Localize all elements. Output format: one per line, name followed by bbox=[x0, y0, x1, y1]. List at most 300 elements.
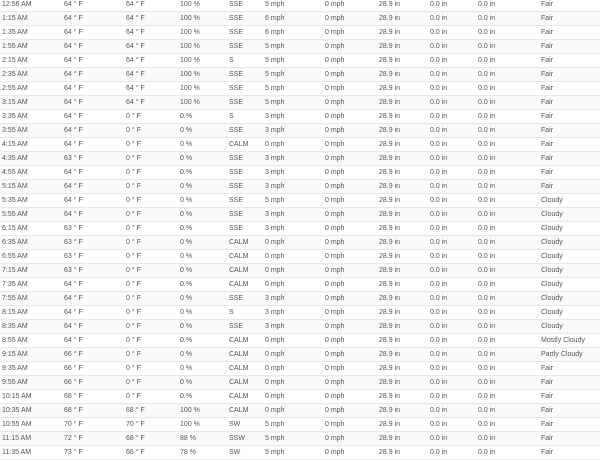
pressure-cell: 28.9 in bbox=[379, 225, 401, 232]
condition-cell: Fair bbox=[541, 15, 554, 22]
time-cell: 1:35 AM bbox=[2, 29, 28, 36]
temperature-cell: 64 ° F bbox=[64, 281, 83, 288]
wind-direction-cell: CALM bbox=[229, 141, 249, 148]
wind-direction-cell: SSE bbox=[229, 295, 244, 302]
humidity-cell: 0 % bbox=[180, 169, 193, 176]
wind-gust-cell: 0 mph bbox=[325, 113, 345, 120]
wind-speed-cell: 0 mph bbox=[265, 379, 285, 386]
temperature-cell: 64 ° F bbox=[64, 141, 83, 148]
precip-accum-cell: 0.0 in bbox=[478, 323, 496, 330]
precip-accum-cell: 0.0 in bbox=[478, 365, 496, 372]
precip-cell: 0.0 in bbox=[430, 365, 448, 372]
table-row bbox=[0, 96, 600, 110]
wind-gust-cell: 0 mph bbox=[325, 99, 345, 106]
condition-cell: Fair bbox=[541, 113, 554, 120]
wind-direction-cell: SSE bbox=[229, 169, 244, 176]
precip-cell: 0.0 in bbox=[430, 281, 448, 288]
dew-point-cell: 64 ° F bbox=[126, 43, 145, 50]
humidity-cell: 100 % bbox=[180, 1, 200, 8]
wind-speed-cell: 3 mph bbox=[265, 225, 285, 232]
wind-gust-cell: 0 mph bbox=[325, 295, 345, 302]
humidity-cell: 100 % bbox=[180, 85, 200, 92]
pressure-cell: 28.9 in bbox=[379, 309, 401, 316]
condition-cell: Fair bbox=[541, 71, 554, 78]
wind-gust-cell: 0 mph bbox=[325, 141, 345, 148]
condition-cell: Fair bbox=[541, 435, 554, 442]
dew-point-cell: 68 ° F bbox=[126, 435, 145, 442]
humidity-cell: 0 % bbox=[180, 183, 193, 190]
time-cell: 11:35 AM bbox=[2, 449, 32, 456]
table-row bbox=[0, 404, 600, 418]
table-row bbox=[0, 208, 600, 222]
temperature-cell: 64 ° F bbox=[64, 99, 83, 106]
pressure-cell: 28.9 in bbox=[379, 169, 401, 176]
precip-accum-cell: 0.0 in bbox=[478, 113, 496, 120]
pressure-cell: 28.9 in bbox=[379, 295, 401, 302]
dew-point-cell: 68 ° F bbox=[126, 407, 145, 414]
precip-cell: 0.0 in bbox=[430, 183, 448, 190]
wind-gust-cell: 0 mph bbox=[325, 435, 345, 442]
wind-direction-cell: S bbox=[229, 57, 234, 64]
pressure-cell: 28.9 in bbox=[379, 379, 401, 386]
table-row bbox=[0, 0, 600, 12]
precip-cell: 0.0 in bbox=[430, 239, 448, 246]
time-cell: 8:55 AM bbox=[2, 337, 28, 344]
dew-point-cell: 0 ° F bbox=[126, 365, 141, 372]
condition-cell: Fair bbox=[541, 99, 554, 106]
precip-cell: 0.0 in bbox=[430, 211, 448, 218]
precip-accum-cell: 0.0 in bbox=[478, 337, 496, 344]
table-row bbox=[0, 334, 600, 348]
wind-speed-cell: 3 mph bbox=[265, 169, 285, 176]
temperature-cell: 66 ° F bbox=[64, 351, 83, 358]
wind-speed-cell: 5 mph bbox=[265, 57, 285, 64]
condition-cell: Fair bbox=[541, 29, 554, 36]
time-cell: 4:55 AM bbox=[2, 169, 28, 176]
dew-point-cell: 0 ° F bbox=[126, 113, 141, 120]
time-cell: 2:15 AM bbox=[2, 57, 28, 64]
wind-gust-cell: 0 mph bbox=[325, 127, 345, 134]
precip-accum-cell: 0.0 in bbox=[478, 393, 496, 400]
wind-gust-cell: 0 mph bbox=[325, 281, 345, 288]
condition-cell: Fair bbox=[541, 85, 554, 92]
precip-cell: 0.0 in bbox=[430, 43, 448, 50]
precip-cell: 0.0 in bbox=[430, 393, 448, 400]
dew-point-cell: 0 ° F bbox=[126, 379, 141, 386]
humidity-cell: 100 % bbox=[180, 71, 200, 78]
table-row bbox=[0, 40, 600, 54]
precip-cell: 0.0 in bbox=[430, 1, 448, 8]
dew-point-cell: 66 ° F bbox=[126, 449, 145, 456]
wind-gust-cell: 0 mph bbox=[325, 253, 345, 260]
table-row bbox=[0, 348, 600, 362]
wind-speed-cell: 0 mph bbox=[265, 393, 285, 400]
precip-accum-cell: 0.0 in bbox=[478, 71, 496, 78]
humidity-cell: 0 % bbox=[180, 239, 193, 246]
precip-cell: 0.0 in bbox=[430, 449, 448, 456]
precip-accum-cell: 0.0 in bbox=[478, 281, 496, 288]
temperature-cell: 63 ° F bbox=[64, 155, 83, 162]
temperature-cell: 64 ° F bbox=[64, 211, 83, 218]
wind-speed-cell: 5 mph bbox=[265, 421, 285, 428]
wind-direction-cell: SSE bbox=[229, 15, 244, 22]
table-row bbox=[0, 432, 600, 446]
precip-cell: 0.0 in bbox=[430, 15, 448, 22]
dew-point-cell: 0 ° F bbox=[126, 211, 141, 218]
condition-cell: Cloudy bbox=[541, 197, 563, 204]
wind-gust-cell: 0 mph bbox=[325, 239, 345, 246]
condition-cell: Fair bbox=[541, 183, 554, 190]
humidity-cell: 100 % bbox=[180, 407, 200, 414]
wind-direction-cell: CALM bbox=[229, 337, 249, 344]
condition-cell: Fair bbox=[541, 365, 554, 372]
condition-cell: Fair bbox=[541, 127, 554, 134]
pressure-cell: 28.9 in bbox=[379, 71, 401, 78]
wind-speed-cell: 3 mph bbox=[265, 113, 285, 120]
wind-direction-cell: SSE bbox=[229, 85, 244, 92]
wind-gust-cell: 0 mph bbox=[325, 15, 345, 22]
wind-speed-cell: 5 mph bbox=[265, 1, 285, 8]
temperature-cell: 64 ° F bbox=[64, 57, 83, 64]
time-cell: 11:15 AM bbox=[2, 435, 32, 442]
condition-cell: Fair bbox=[541, 1, 554, 8]
wind-direction-cell: SSE bbox=[229, 71, 244, 78]
time-cell: 12:56 AM bbox=[2, 1, 32, 8]
temperature-cell: 64 ° F bbox=[64, 29, 83, 36]
condition-cell: Cloudy bbox=[541, 267, 563, 274]
pressure-cell: 28.9 in bbox=[379, 15, 401, 22]
table-row bbox=[0, 278, 600, 292]
time-cell: 10:15 AM bbox=[2, 393, 32, 400]
wind-speed-cell: 0 mph bbox=[265, 141, 285, 148]
precip-accum-cell: 0.0 in bbox=[478, 211, 496, 218]
time-cell: 4:15 AM bbox=[2, 141, 28, 148]
humidity-cell: 0 % bbox=[180, 295, 193, 302]
temperature-cell: 64 ° F bbox=[64, 43, 83, 50]
humidity-cell: 0 % bbox=[180, 211, 193, 218]
condition-cell: Cloudy bbox=[541, 281, 563, 288]
wind-speed-cell: 0 mph bbox=[265, 267, 285, 274]
wind-gust-cell: 0 mph bbox=[325, 267, 345, 274]
time-cell: 3:15 AM bbox=[2, 99, 28, 106]
temperature-cell: 63 ° F bbox=[64, 239, 83, 246]
precip-accum-cell: 0.0 in bbox=[478, 127, 496, 134]
precip-accum-cell: 0.0 in bbox=[478, 407, 496, 414]
dew-point-cell: 0 ° F bbox=[126, 127, 141, 134]
table-row bbox=[0, 12, 600, 26]
precip-cell: 0.0 in bbox=[430, 169, 448, 176]
wind-gust-cell: 0 mph bbox=[325, 85, 345, 92]
temperature-cell: 63 ° F bbox=[64, 267, 83, 274]
table-row bbox=[0, 54, 600, 68]
dew-point-cell: 64 ° F bbox=[126, 57, 145, 64]
condition-cell: Cloudy bbox=[541, 309, 563, 316]
dew-point-cell: 0 ° F bbox=[126, 155, 141, 162]
precip-cell: 0.0 in bbox=[430, 379, 448, 386]
table-row bbox=[0, 446, 600, 460]
time-cell: 6:15 AM bbox=[2, 225, 28, 232]
precip-cell: 0.0 in bbox=[430, 309, 448, 316]
humidity-cell: 0 % bbox=[180, 337, 193, 344]
wind-gust-cell: 0 mph bbox=[325, 197, 345, 204]
wind-gust-cell: 0 mph bbox=[325, 211, 345, 218]
table-row bbox=[0, 362, 600, 376]
temperature-cell: 64 ° F bbox=[64, 337, 83, 344]
time-cell: 1:55 AM bbox=[2, 43, 28, 50]
dew-point-cell: 0 ° F bbox=[126, 141, 141, 148]
table-row bbox=[0, 194, 600, 208]
wind-gust-cell: 0 mph bbox=[325, 407, 345, 414]
wind-direction-cell: SSE bbox=[229, 99, 244, 106]
dew-point-cell: 70 ° F bbox=[126, 421, 145, 428]
condition-cell: Fair bbox=[541, 169, 554, 176]
wind-gust-cell: 0 mph bbox=[325, 155, 345, 162]
wind-speed-cell: 0 mph bbox=[265, 281, 285, 288]
wind-speed-cell: 3 mph bbox=[265, 211, 285, 218]
condition-cell: Fair bbox=[541, 43, 554, 50]
dew-point-cell: 0 ° F bbox=[126, 295, 141, 302]
condition-cell: Mostly Cloudy bbox=[541, 337, 585, 344]
condition-cell: Fair bbox=[541, 449, 554, 456]
temperature-cell: 64 ° F bbox=[64, 323, 83, 330]
precip-cell: 0.0 in bbox=[430, 407, 448, 414]
condition-cell: Fair bbox=[541, 57, 554, 64]
pressure-cell: 28.9 in bbox=[379, 253, 401, 260]
temperature-cell: 64 ° F bbox=[64, 309, 83, 316]
humidity-cell: 100 % bbox=[180, 43, 200, 50]
pressure-cell: 28.9 in bbox=[379, 267, 401, 274]
wind-direction-cell: CALM bbox=[229, 407, 249, 414]
wind-direction-cell: CALM bbox=[229, 239, 249, 246]
precip-accum-cell: 0.0 in bbox=[478, 267, 496, 274]
precip-accum-cell: 0.0 in bbox=[478, 15, 496, 22]
humidity-cell: 0 % bbox=[180, 141, 193, 148]
precip-accum-cell: 0.0 in bbox=[478, 29, 496, 36]
pressure-cell: 28.9 in bbox=[379, 407, 401, 414]
humidity-cell: 0 % bbox=[180, 155, 193, 162]
time-cell: 6:35 AM bbox=[2, 239, 28, 246]
precip-accum-cell: 0.0 in bbox=[478, 309, 496, 316]
wind-gust-cell: 0 mph bbox=[325, 323, 345, 330]
pressure-cell: 28.9 in bbox=[379, 281, 401, 288]
pressure-cell: 28.9 in bbox=[379, 323, 401, 330]
dew-point-cell: 0 ° F bbox=[126, 253, 141, 260]
wind-direction-cell: SSE bbox=[229, 127, 244, 134]
condition-cell: Fair bbox=[541, 407, 554, 414]
precip-accum-cell: 0.0 in bbox=[478, 253, 496, 260]
dew-point-cell: 0 ° F bbox=[126, 183, 141, 190]
wind-gust-cell: 0 mph bbox=[325, 393, 345, 400]
wind-gust-cell: 0 mph bbox=[325, 183, 345, 190]
time-cell: 5:35 AM bbox=[2, 197, 28, 204]
dew-point-cell: 0 ° F bbox=[126, 337, 141, 344]
temperature-cell: 72 ° F bbox=[64, 435, 83, 442]
precip-cell: 0.0 in bbox=[430, 71, 448, 78]
wind-gust-cell: 0 mph bbox=[325, 449, 345, 456]
temperature-cell: 66 ° F bbox=[64, 365, 83, 372]
pressure-cell: 28.9 in bbox=[379, 421, 401, 428]
wind-speed-cell: 6 mph bbox=[265, 15, 285, 22]
wind-gust-cell: 0 mph bbox=[325, 57, 345, 64]
condition-cell: Fair bbox=[541, 155, 554, 162]
condition-cell: Cloudy bbox=[541, 323, 563, 330]
wind-direction-cell: CALM bbox=[229, 253, 249, 260]
wind-gust-cell: 0 mph bbox=[325, 365, 345, 372]
condition-cell: Cloudy bbox=[541, 239, 563, 246]
table-row bbox=[0, 26, 600, 40]
wind-speed-cell: 3 mph bbox=[265, 323, 285, 330]
time-cell: 2:35 AM bbox=[2, 71, 28, 78]
time-cell: 9:15 AM bbox=[2, 351, 28, 358]
temperature-cell: 68 ° F bbox=[64, 393, 83, 400]
precip-cell: 0.0 in bbox=[430, 253, 448, 260]
precip-accum-cell: 0.0 in bbox=[478, 1, 496, 8]
dew-point-cell: 0 ° F bbox=[126, 239, 141, 246]
pressure-cell: 28.9 in bbox=[379, 337, 401, 344]
time-cell: 7:15 AM bbox=[2, 267, 28, 274]
dew-point-cell: 0 ° F bbox=[126, 169, 141, 176]
wind-direction-cell: SW bbox=[229, 421, 241, 428]
table-row bbox=[0, 180, 600, 194]
temperature-cell: 64 ° F bbox=[64, 127, 83, 134]
time-cell: 2:55 AM bbox=[2, 85, 28, 92]
table-row bbox=[0, 110, 600, 124]
time-cell: 10:55 AM bbox=[2, 421, 32, 428]
dew-point-cell: 0 ° F bbox=[126, 197, 141, 204]
wind-direction-cell: SSE bbox=[229, 1, 244, 8]
wind-speed-cell: 3 mph bbox=[265, 295, 285, 302]
dew-point-cell: 64 ° F bbox=[126, 99, 145, 106]
table-row bbox=[0, 236, 600, 250]
wind-direction-cell: SSE bbox=[229, 155, 244, 162]
precip-accum-cell: 0.0 in bbox=[478, 197, 496, 204]
table-row bbox=[0, 390, 600, 404]
pressure-cell: 28.9 in bbox=[379, 85, 401, 92]
pressure-cell: 28.9 in bbox=[379, 197, 401, 204]
pressure-cell: 28.9 in bbox=[379, 183, 401, 190]
precip-accum-cell: 0.0 in bbox=[478, 57, 496, 64]
humidity-cell: 0 % bbox=[180, 113, 193, 120]
temperature-cell: 64 ° F bbox=[64, 1, 83, 8]
humidity-cell: 0 % bbox=[180, 225, 193, 232]
precip-cell: 0.0 in bbox=[430, 337, 448, 344]
dew-point-cell: 64 ° F bbox=[126, 1, 145, 8]
wind-direction-cell: SSE bbox=[229, 197, 244, 204]
time-cell: 9:35 AM bbox=[2, 365, 28, 372]
table-row bbox=[0, 418, 600, 432]
humidity-cell: 0 % bbox=[180, 197, 193, 204]
humidity-cell: 0 % bbox=[180, 253, 193, 260]
condition-cell: Fair bbox=[541, 379, 554, 386]
time-cell: 8:15 AM bbox=[2, 309, 28, 316]
wind-speed-cell: 5 mph bbox=[265, 85, 285, 92]
wind-direction-cell: CALM bbox=[229, 281, 249, 288]
pressure-cell: 28.9 in bbox=[379, 43, 401, 50]
wind-direction-cell: S bbox=[229, 309, 234, 316]
time-cell: 8:35 AM bbox=[2, 323, 28, 330]
condition-cell: Partly Cloudy bbox=[541, 351, 583, 358]
pressure-cell: 28.9 in bbox=[379, 57, 401, 64]
table-row bbox=[0, 82, 600, 96]
table-row bbox=[0, 124, 600, 138]
time-cell: 7:35 AM bbox=[2, 281, 28, 288]
humidity-cell: 100 % bbox=[180, 15, 200, 22]
precip-cell: 0.0 in bbox=[430, 29, 448, 36]
humidity-cell: 0 % bbox=[180, 323, 193, 330]
wind-speed-cell: 3 mph bbox=[265, 127, 285, 134]
humidity-cell: 0 % bbox=[180, 281, 193, 288]
humidity-cell: 0 % bbox=[180, 267, 193, 274]
precip-cell: 0.0 in bbox=[430, 435, 448, 442]
wind-gust-cell: 0 mph bbox=[325, 169, 345, 176]
table-row bbox=[0, 138, 600, 152]
dew-point-cell: 0 ° F bbox=[126, 309, 141, 316]
pressure-cell: 28.9 in bbox=[379, 99, 401, 106]
condition-cell: Cloudy bbox=[541, 253, 563, 260]
wind-gust-cell: 0 mph bbox=[325, 1, 345, 8]
condition-cell: Cloudy bbox=[541, 225, 563, 232]
humidity-cell: 88 % bbox=[180, 435, 196, 442]
wind-gust-cell: 0 mph bbox=[325, 379, 345, 386]
dew-point-cell: 0 ° F bbox=[126, 351, 141, 358]
dew-point-cell: 0 ° F bbox=[126, 323, 141, 330]
humidity-cell: 0 % bbox=[180, 379, 193, 386]
dew-point-cell: 0 ° F bbox=[126, 267, 141, 274]
precip-accum-cell: 0.0 in bbox=[478, 183, 496, 190]
wind-speed-cell: 0 mph bbox=[265, 337, 285, 344]
humidity-cell: 0 % bbox=[180, 351, 193, 358]
time-cell: 4:35 AM bbox=[2, 155, 28, 162]
precip-accum-cell: 0.0 in bbox=[478, 155, 496, 162]
wind-direction-cell: SW bbox=[229, 449, 241, 456]
wind-gust-cell: 0 mph bbox=[325, 29, 345, 36]
temperature-cell: 66 ° F bbox=[64, 379, 83, 386]
dew-point-cell: 64 ° F bbox=[126, 71, 145, 78]
wind-speed-cell: 5 mph bbox=[265, 71, 285, 78]
precip-accum-cell: 0.0 in bbox=[478, 239, 496, 246]
precip-cell: 0.0 in bbox=[430, 225, 448, 232]
table-row bbox=[0, 376, 600, 390]
precip-cell: 0.0 in bbox=[430, 197, 448, 204]
pressure-cell: 28.9 in bbox=[379, 1, 401, 8]
temperature-cell: 70 ° F bbox=[64, 421, 83, 428]
condition-cell: Fair bbox=[541, 393, 554, 400]
wind-speed-cell: 3 mph bbox=[265, 155, 285, 162]
pressure-cell: 28.9 in bbox=[379, 155, 401, 162]
wind-direction-cell: CALM bbox=[229, 351, 249, 358]
wind-gust-cell: 0 mph bbox=[325, 225, 345, 232]
humidity-cell: 100 % bbox=[180, 421, 200, 428]
time-cell: 5:55 AM bbox=[2, 211, 28, 218]
precip-cell: 0.0 in bbox=[430, 57, 448, 64]
precip-cell: 0.0 in bbox=[430, 113, 448, 120]
condition-cell: Fair bbox=[541, 141, 554, 148]
temperature-cell: 73 ° F bbox=[64, 449, 83, 456]
precip-accum-cell: 0.0 in bbox=[478, 421, 496, 428]
temperature-cell: 64 ° F bbox=[64, 15, 83, 22]
table-row bbox=[0, 250, 600, 264]
wind-gust-cell: 0 mph bbox=[325, 351, 345, 358]
pressure-cell: 28.9 in bbox=[379, 435, 401, 442]
dew-point-cell: 0 ° F bbox=[126, 225, 141, 232]
humidity-cell: 100 % bbox=[180, 57, 200, 64]
pressure-cell: 28.9 in bbox=[379, 351, 401, 358]
temperature-cell: 64 ° F bbox=[64, 295, 83, 302]
temperature-cell: 64 ° F bbox=[64, 197, 83, 204]
pressure-cell: 28.9 in bbox=[379, 449, 401, 456]
wind-direction-cell: SSE bbox=[229, 323, 244, 330]
precip-accum-cell: 0.0 in bbox=[478, 43, 496, 50]
